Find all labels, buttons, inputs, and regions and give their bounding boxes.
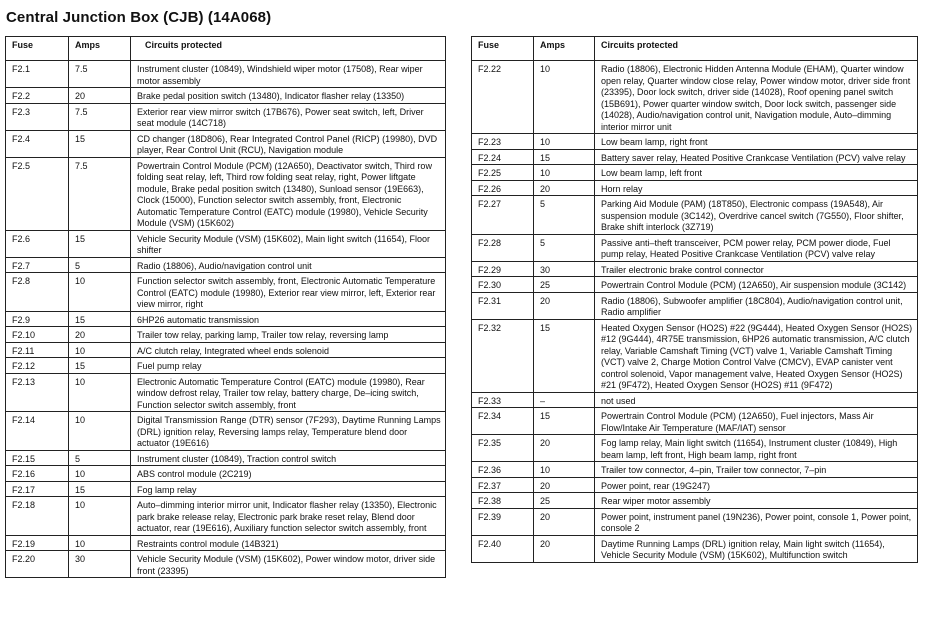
circuits-cell: CD changer (18D806), Rear Integrated Control Panel (RICP) (19980), DVD player, Rear Control Unit (RCU), Navigation module (131, 130, 446, 157)
amps-cell: 7.5 (69, 157, 131, 230)
fuse-cell: F2.2 (6, 88, 69, 104)
circuits-cell: Digital Transmission Range (DTR) sensor (7F293), Daytime Running Lamps (DRL) ignition relay, Reversing lamps relay, Temperature blend door actuator (19E616) (131, 412, 446, 451)
amps-cell: 10 (69, 273, 131, 312)
fuse-cell: F2.8 (6, 273, 69, 312)
fuse-cell: F2.29 (472, 261, 534, 277)
circuits-cell: Function selector switch assembly, front, Electronic Automatic Temperature Control (EATC) module (19980), Exterior rear view mirror, left, Exterior rear view mirror, right (131, 273, 446, 312)
fuse-cell: F2.5 (6, 157, 69, 230)
fuse-cell: F2.19 (6, 535, 69, 551)
table-row (6, 230, 446, 257)
fuse-cell: F2.7 (6, 257, 69, 273)
table-row (472, 462, 918, 478)
circuits-cell: Powertrain Control Module (PCM) (12A650), Fuel injectors, Mass Air Flow/Intake Air Temperature (MAF/IAT) sensor (595, 408, 918, 435)
fuse-cell: F2.14 (6, 412, 69, 451)
circuits-cell: Instrument cluster (10849), Windshield wiper motor (17508), Rear wiper motor assembly (131, 61, 446, 88)
amps-cell: 20 (534, 180, 595, 196)
circuits-cell: Trailer tow connector, 4–pin, Trailer tow connector, 7–pin (595, 462, 918, 478)
amps-column-header: Amps (534, 37, 595, 61)
fuse-cell: F2.17 (6, 481, 69, 497)
amps-cell: 20 (534, 435, 595, 462)
table-row (6, 257, 446, 273)
fuse-cell: F2.10 (6, 327, 69, 343)
circuits-cell: not used (595, 392, 918, 408)
amps-cell: 10 (69, 466, 131, 482)
table-row (472, 134, 918, 150)
table-row (472, 149, 918, 165)
circuits-cell: Exterior rear view mirror switch (17B676), Power seat switch, left, Driver seat module (14C718) (131, 103, 446, 130)
circuits-cell: Auto–dimming interior mirror unit, Indicator flasher relay (13350), Electronic park brake release relay, Electronic park brake reset relay, Blend door actuator, rear (19E616), Auxiliary function selector switch assembly, front (131, 497, 446, 536)
amps-cell: 20 (69, 327, 131, 343)
fuse-cell: F2.32 (472, 319, 534, 392)
table-row (472, 61, 918, 134)
table-row (6, 61, 446, 88)
fuse-cell: F2.34 (472, 408, 534, 435)
amps-cell: 30 (69, 551, 131, 578)
table-row (6, 358, 446, 374)
circuits-cell: Fog lamp relay, Main light switch (11654), Instrument cluster (10849), High beam lamp, left front, High beam lamp, right front (595, 435, 918, 462)
circuits-cell: Fog lamp relay (131, 481, 446, 497)
table-row (472, 292, 918, 319)
table-row (6, 273, 446, 312)
table-row (6, 497, 446, 536)
table-row (472, 477, 918, 493)
circuits-cell: Horn relay (595, 180, 918, 196)
amps-cell: 10 (534, 134, 595, 150)
fuse-cell: F2.15 (6, 450, 69, 466)
amps-cell: 5 (69, 450, 131, 466)
amps-cell: 5 (69, 257, 131, 273)
table-row (6, 481, 446, 497)
fuse-cell: F2.37 (472, 477, 534, 493)
amps-cell: 15 (534, 408, 595, 435)
circuits-column-header: Circuits protected (131, 37, 446, 61)
amps-cell: 10 (69, 497, 131, 536)
amps-cell: 10 (69, 535, 131, 551)
circuits-cell: Powertrain Control Module (PCM) (12A650), Deactivator switch, Third row folding seat relay, left, Third row folding seat relay, right, Power liftgate module, Brake pedal position switch (13480), Sunload sensor (19E663), Clock (15000), Function selector switch assembly, front, Electronic Automatic Temperature Control (EATC) module (19980), Vehicle Security Module (VSM) (15K602) (131, 157, 446, 230)
table-row (6, 551, 446, 578)
fuse-cell: F2.20 (6, 551, 69, 578)
amps-column-header: Amps (69, 37, 131, 61)
circuits-cell: Radio (18806), Audio/navigation control unit (131, 257, 446, 273)
circuits-cell: Rear wiper motor assembly (595, 493, 918, 509)
amps-cell: 25 (534, 493, 595, 509)
amps-cell: 20 (69, 88, 131, 104)
fuse-column-header: Fuse (472, 37, 534, 61)
page-title: Central Junction Box (CJB) (14A068) (6, 9, 272, 26)
table-row (6, 450, 446, 466)
circuits-cell: Radio (18806), Electronic Hidden Antenna Module (EHAM), Quarter window open relay, Quarter window close relay, Power window motor, driver side front (23395), Door lock switch, driver side (14028), Roof opening panel switch (15B691), Power quarter window switch, Door lock switch, passenger side (14028), Audio/navigation control unit, Navigation module, Auto–dimming interior mirror unit (595, 61, 918, 134)
table-row (6, 535, 446, 551)
circuits-cell: Instrument cluster (10849), Traction control switch (131, 450, 446, 466)
fuse-cell: F2.4 (6, 130, 69, 157)
circuits-cell: Power point, rear (19G247) (595, 477, 918, 493)
fuse-cell: F2.39 (472, 508, 534, 535)
amps-cell: 20 (534, 508, 595, 535)
amps-cell: – (534, 392, 595, 408)
circuits-cell: A/C clutch relay, Integrated wheel ends solenoid (131, 342, 446, 358)
table-row (6, 412, 446, 451)
amps-cell: 10 (534, 165, 595, 181)
circuits-cell: Heated Oxygen Sensor (HO2S) #22 (9G444), Heated Oxygen Sensor (HO2S) #12 (9G444), 4R75E transmission, 6HP26 automatic transmission, A/C clutch relay, Variable Camshaft Timing (VCT) valve 1, Variable Camshaft Timing (VCT) valve 2, Charge Motion Control Valve (CMCV), EVAP canister vent control solenoid, Vapor management valve, Heated Oxygen Sensor (HO2S) #21 (9F472), Heated Oxygen Sensor (HO2S) #11 (9F472) (595, 319, 918, 392)
table-row (6, 466, 446, 482)
amps-cell: 15 (69, 481, 131, 497)
circuits-cell: Daytime Running Lamps (DRL) ignition relay, Main light switch (11654), Vehicle Security Module (VSM) (15K602), Multifunction switch (595, 535, 918, 562)
circuits-cell: Trailer electronic brake control connector (595, 261, 918, 277)
table-row (472, 392, 918, 408)
circuits-cell: Passive anti–theft transceiver, PCM power relay, PCM power diode, Fuel pump relay, Heated Positive Crankcase Ventilation (PCV) valve relay (595, 234, 918, 261)
fuse-cell: F2.25 (472, 165, 534, 181)
fuse-cell: F2.26 (472, 180, 534, 196)
table-header-row (472, 37, 918, 61)
table-row (472, 508, 918, 535)
fuse-cell: F2.16 (6, 466, 69, 482)
circuits-cell: Low beam lamp, left front (595, 165, 918, 181)
table-row (6, 342, 446, 358)
amps-cell: 5 (534, 196, 595, 235)
fuse-cell: F2.31 (472, 292, 534, 319)
amps-cell: 15 (534, 319, 595, 392)
circuits-cell: Electronic Automatic Temperature Control (EATC) module (19980), Rear window defrost relay, Trailer tow relay, battery charge, De–icing switch, Function selector switch assembly, front (131, 373, 446, 412)
table-row (472, 408, 918, 435)
fuse-table-left (5, 36, 446, 578)
circuits-cell: Brake pedal position switch (13480), Indicator flasher relay (13350) (131, 88, 446, 104)
table-row (472, 165, 918, 181)
fuse-cell: F2.13 (6, 373, 69, 412)
fuse-cell: F2.40 (472, 535, 534, 562)
circuits-cell: 6HP26 automatic transmission (131, 311, 446, 327)
amps-cell: 15 (69, 130, 131, 157)
amps-cell: 15 (69, 358, 131, 374)
table-row (472, 234, 918, 261)
amps-cell: 20 (534, 292, 595, 319)
circuits-cell: Restraints control module (14B321) (131, 535, 446, 551)
table-row (6, 103, 446, 130)
circuits-cell: Parking Aid Module (PAM) (18T850), Electronic compass (19A548), Air suspension module (3C142), Overdrive cancel switch (7G550), Floor shifter, Brake shift interlock (3Z719) (595, 196, 918, 235)
amps-cell: 10 (69, 412, 131, 451)
amps-cell: 7.5 (69, 103, 131, 130)
circuits-cell: Trailer tow relay, parking lamp, Trailer tow relay, reversing lamp (131, 327, 446, 343)
table-row (472, 535, 918, 562)
circuits-cell: Radio (18806), Subwoofer amplifier (18C804), Audio/navigation control unit, Radio amplifier (595, 292, 918, 319)
fuse-column-header: Fuse (6, 37, 69, 61)
fuse-cell: F2.11 (6, 342, 69, 358)
circuits-cell: ABS control module (2C219) (131, 466, 446, 482)
table-row (472, 196, 918, 235)
circuits-cell: Vehicle Security Module (VSM) (15K602), Power window motor, driver side front (23395) (131, 551, 446, 578)
fuse-cell: F2.27 (472, 196, 534, 235)
amps-cell: 20 (534, 477, 595, 493)
table-row (472, 277, 918, 293)
amps-cell: 20 (534, 535, 595, 562)
table-row (6, 88, 446, 104)
amps-cell: 5 (534, 234, 595, 261)
fuse-cell: F2.38 (472, 493, 534, 509)
table-row (6, 327, 446, 343)
circuits-column-header: Circuits protected (595, 37, 918, 61)
fuse-cell: F2.9 (6, 311, 69, 327)
fuse-cell: F2.18 (6, 497, 69, 536)
circuits-cell: Vehicle Security Module (VSM) (15K602), Main light switch (11654), Floor shifter (131, 230, 446, 257)
amps-cell: 10 (69, 373, 131, 412)
table-row (472, 180, 918, 196)
circuits-cell: Power point, instrument panel (19N236), Power point, console 1, Power point, console 2 (595, 508, 918, 535)
fuse-cell: F2.30 (472, 277, 534, 293)
fuse-cell: F2.36 (472, 462, 534, 478)
amps-cell: 10 (69, 342, 131, 358)
fuse-cell: F2.6 (6, 230, 69, 257)
table-row (6, 311, 446, 327)
table-row (6, 130, 446, 157)
circuits-cell: Low beam lamp, right front (595, 134, 918, 150)
fuse-cell: F2.22 (472, 61, 534, 134)
fuse-cell: F2.33 (472, 392, 534, 408)
fuse-cell: F2.1 (6, 61, 69, 88)
fuse-table-right (471, 36, 918, 563)
fuse-cell: F2.12 (6, 358, 69, 374)
amps-cell: 10 (534, 462, 595, 478)
amps-cell: 25 (534, 277, 595, 293)
amps-cell: 30 (534, 261, 595, 277)
table-row (472, 261, 918, 277)
table-row (472, 493, 918, 509)
amps-cell: 10 (534, 61, 595, 134)
table-row (472, 435, 918, 462)
fuse-cell: F2.3 (6, 103, 69, 130)
amps-cell: 15 (534, 149, 595, 165)
amps-cell: 15 (69, 230, 131, 257)
circuits-cell: Powertrain Control Module (PCM) (12A650), Air suspension module (3C142) (595, 277, 918, 293)
circuits-cell: Fuel pump relay (131, 358, 446, 374)
fuse-cell: F2.23 (472, 134, 534, 150)
table-row (472, 319, 918, 392)
amps-cell: 15 (69, 311, 131, 327)
table-row (6, 157, 446, 230)
table-header-row (6, 37, 446, 61)
amps-cell: 7.5 (69, 61, 131, 88)
fuse-cell: F2.24 (472, 149, 534, 165)
fuse-cell: F2.35 (472, 435, 534, 462)
circuits-cell: Battery saver relay, Heated Positive Crankcase Ventilation (PCV) valve relay (595, 149, 918, 165)
table-row (6, 373, 446, 412)
fuse-cell: F2.28 (472, 234, 534, 261)
